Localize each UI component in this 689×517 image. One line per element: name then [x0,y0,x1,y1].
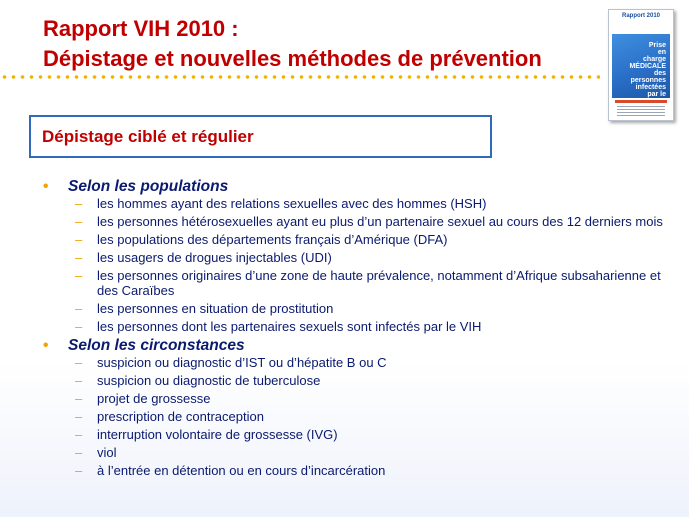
cover-word: personnes [630,77,666,84]
list-item-text: les personnes hétérosexuelles ayant eu plus d’un partenaire sexuel au cours des 12 derniers mois [97,214,663,229]
list-item [43,214,663,229]
cover-fine-print [617,106,665,116]
dash-icon: – [75,427,83,442]
cover-word: Prise [648,42,666,49]
list-item-text: suspicion ou diagnostic de tuberculose [97,373,321,388]
list-item [43,355,663,370]
dash-icon: – [75,232,83,247]
list-item [43,250,663,265]
dash-icon: – [75,301,83,316]
section-heading-populations [43,178,663,196]
list-item [43,409,663,424]
list-item [43,232,663,247]
title-line-1: Rapport VIH 2010 : [43,16,239,41]
dash-icon: – [75,355,83,370]
dash-icon: – [75,373,83,388]
cover-text [616,42,666,105]
dash-icon: – [75,409,83,424]
list-item-text: les personnes dont les partenaires sexuels sont infectés par le VIH [97,319,482,334]
dash-icon: – [75,391,83,406]
list-item-text: prescription de contraception [97,409,264,424]
list-item-text: viol [97,445,117,460]
list-item [43,319,663,334]
cover-word: MÉDICALE [629,63,666,70]
bullet-dot-icon: • [43,178,49,195]
cover-word: par le [647,91,666,98]
list-item [43,463,663,478]
dash-icon: – [75,214,83,229]
slide-title [43,14,603,74]
subtitle-box [29,115,492,158]
cover-word: des [653,70,666,77]
section-heading-circonstances [43,337,663,355]
bullet-dot-icon: • [43,337,49,354]
list-item-text: les personnes originaires d’une zone de haute prévalence, notamment d’Afrique subsaharienne et des Caraïbes [97,268,661,298]
populations-list [43,196,663,334]
bullet-content [43,178,663,481]
cover-word: en [657,49,666,56]
list-item [43,427,663,442]
list-item [43,268,663,298]
dash-icon: – [75,319,83,334]
cover-stripe [615,100,667,103]
list-item-text: projet de grossesse [97,391,211,406]
cover-word: charge [643,56,666,63]
list-item-text: les usagers de drogues injectables (UDI) [97,250,332,265]
section-label: Selon les populations [68,178,229,195]
list-item [43,373,663,388]
list-item-text: les hommes ayant des relations sexuelles avec des hommes (HSH) [97,196,487,211]
title-line-2: Dépistage et nouvelles méthodes de prévention [43,46,542,71]
cover-title: Rapport 2010 [621,13,660,19]
dotted-divider [0,74,600,80]
list-item-text: interruption volontaire de grossesse (IVG) [97,427,338,442]
list-item [43,301,663,316]
list-item-text: les personnes en situation de prostitution [97,301,334,316]
dash-icon: – [75,250,83,265]
dash-icon: – [75,268,83,283]
cover-band [612,34,670,98]
section-label: Selon les circonstances [68,337,245,354]
report-cover-thumbnail [608,9,674,121]
dash-icon: – [75,196,83,211]
list-item [43,445,663,460]
list-item [43,196,663,211]
cover-word: infectées [635,84,666,91]
circonstances-list [43,355,663,478]
list-item-text: les populations des départements français d’Amérique (DFA) [97,232,448,247]
dash-icon: – [75,445,83,460]
dash-icon: – [75,463,83,478]
list-item [43,391,663,406]
subtitle: Dépistage ciblé et régulier [42,127,254,146]
list-item-text: suspicion ou diagnostic d’IST ou d’hépatite B ou C [97,355,387,370]
list-item-text: à l’entrée en détention ou en cours d’incarcération [97,463,386,478]
